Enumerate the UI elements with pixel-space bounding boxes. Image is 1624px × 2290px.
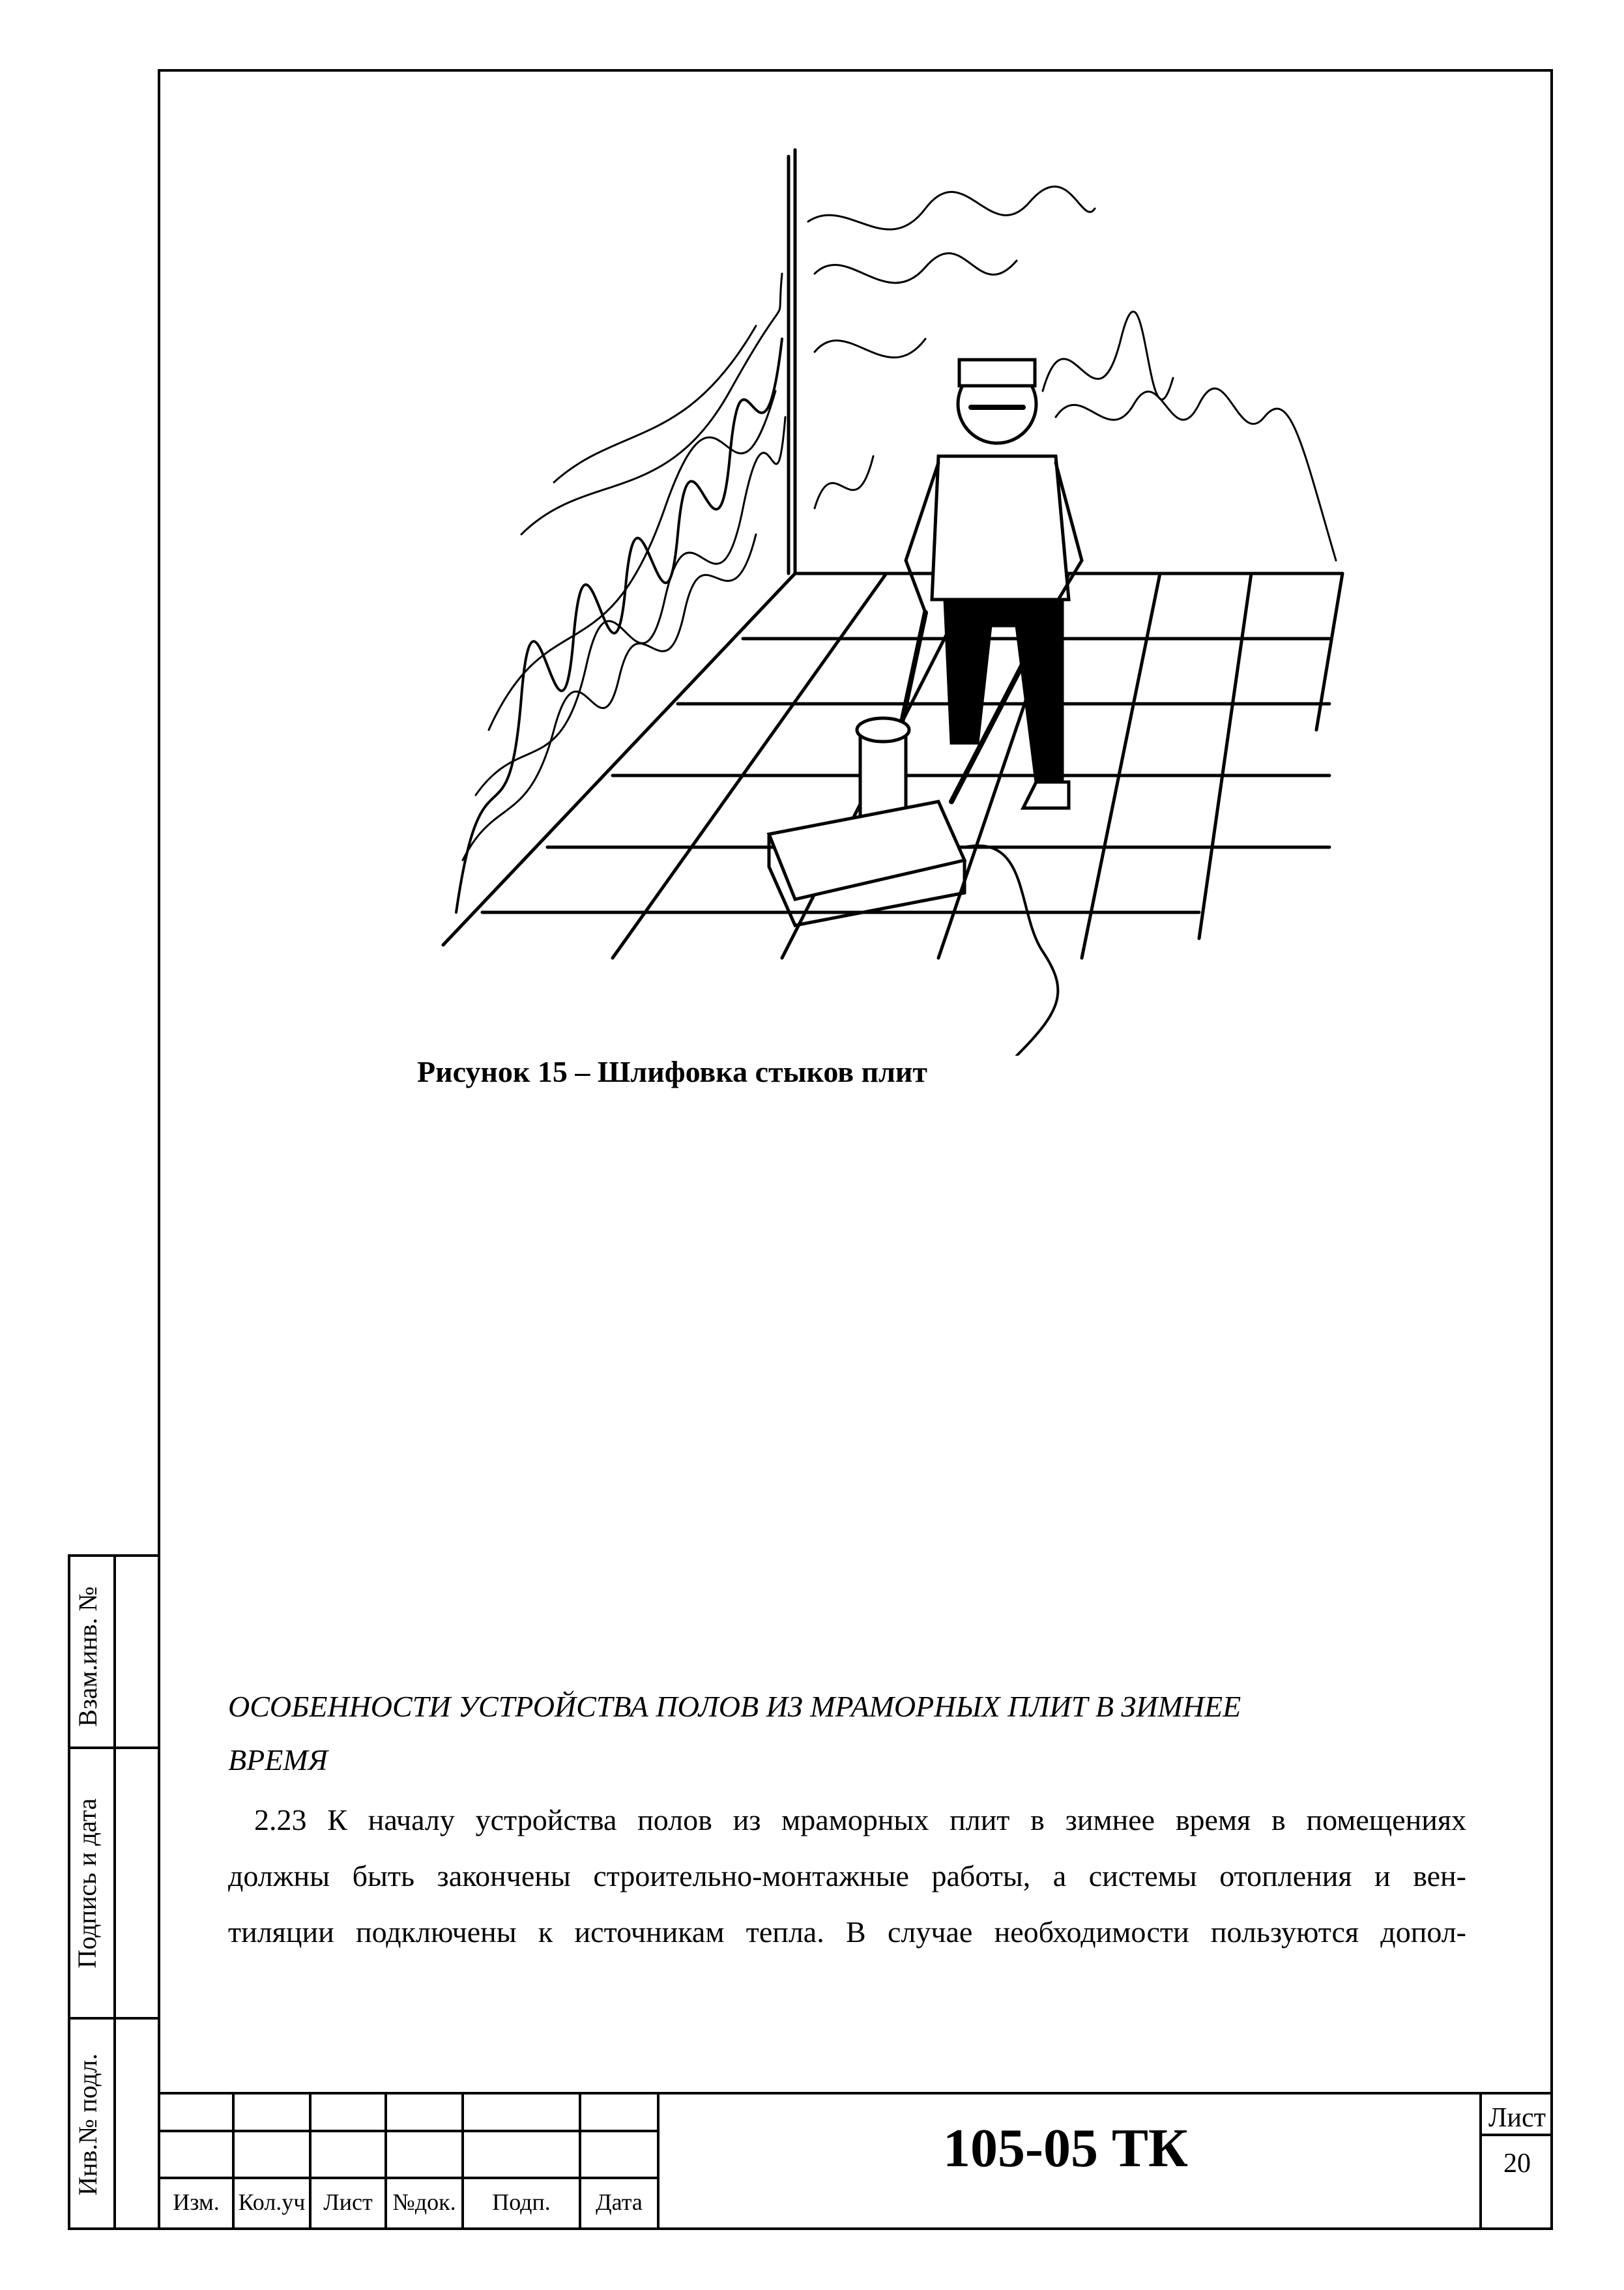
section-heading (228, 1680, 1499, 1787)
stamp-podpis-data: Подпись и дата (72, 1798, 102, 1969)
sheet-number: 20 (1503, 2149, 1531, 2179)
section-heading-line1: ОСОБЕННОСТИ УСТРОЙСТВА ПОЛОВ ИЗ МРАМОРНЫХ ПЛИТ В ЗИМНЕЕ (228, 1690, 1241, 1723)
sheet-cell-line (1479, 2092, 1482, 2230)
body-paragraph (228, 1792, 1466, 1960)
stamp-vzam-inv: Взам.инв. № (73, 1586, 102, 1727)
floor-grinding-illustration (391, 143, 1369, 1056)
worker-torso (932, 456, 1069, 600)
col-kol-uch: Кол.уч (238, 2189, 306, 2215)
paragraph-line: 2.23 К началу устройства полов из мраморных плит в зимнее время в помещениях (254, 1803, 1466, 1836)
figure-caption: Рисунок 15 – Шлифовка стыков плит (417, 1055, 928, 1088)
col-list: Лист (323, 2189, 373, 2215)
paragraph-line: должны быть закончены строительно-монтажные работы, а системы отопления и вен- (228, 1859, 1466, 1892)
col-izm: Изм. (173, 2189, 220, 2215)
col-podp: Подп. (492, 2189, 551, 2215)
machine-base (769, 802, 964, 899)
col-data: Дата (596, 2189, 643, 2215)
stamp-inv-podl: Инв.№ подл. (73, 2053, 102, 2196)
col-ndok: №док. (392, 2189, 456, 2215)
side-stamp-divider (113, 1554, 116, 2230)
section-heading-line2: ВРЕМЯ (228, 1743, 328, 1776)
document-code: 105-05 ТК (943, 2118, 1188, 2179)
sheet-cell-divider (1479, 2134, 1553, 2136)
paragraph-line: тиляции подключены к источникам тепла. В случае необходимости пользуются допол- (228, 1915, 1466, 1949)
sheet-label: Лист (1488, 2103, 1546, 2133)
machine-cable (964, 846, 1058, 1056)
title-block-top-line (158, 2092, 1553, 2094)
side-stamp-row-line (68, 2017, 160, 2020)
